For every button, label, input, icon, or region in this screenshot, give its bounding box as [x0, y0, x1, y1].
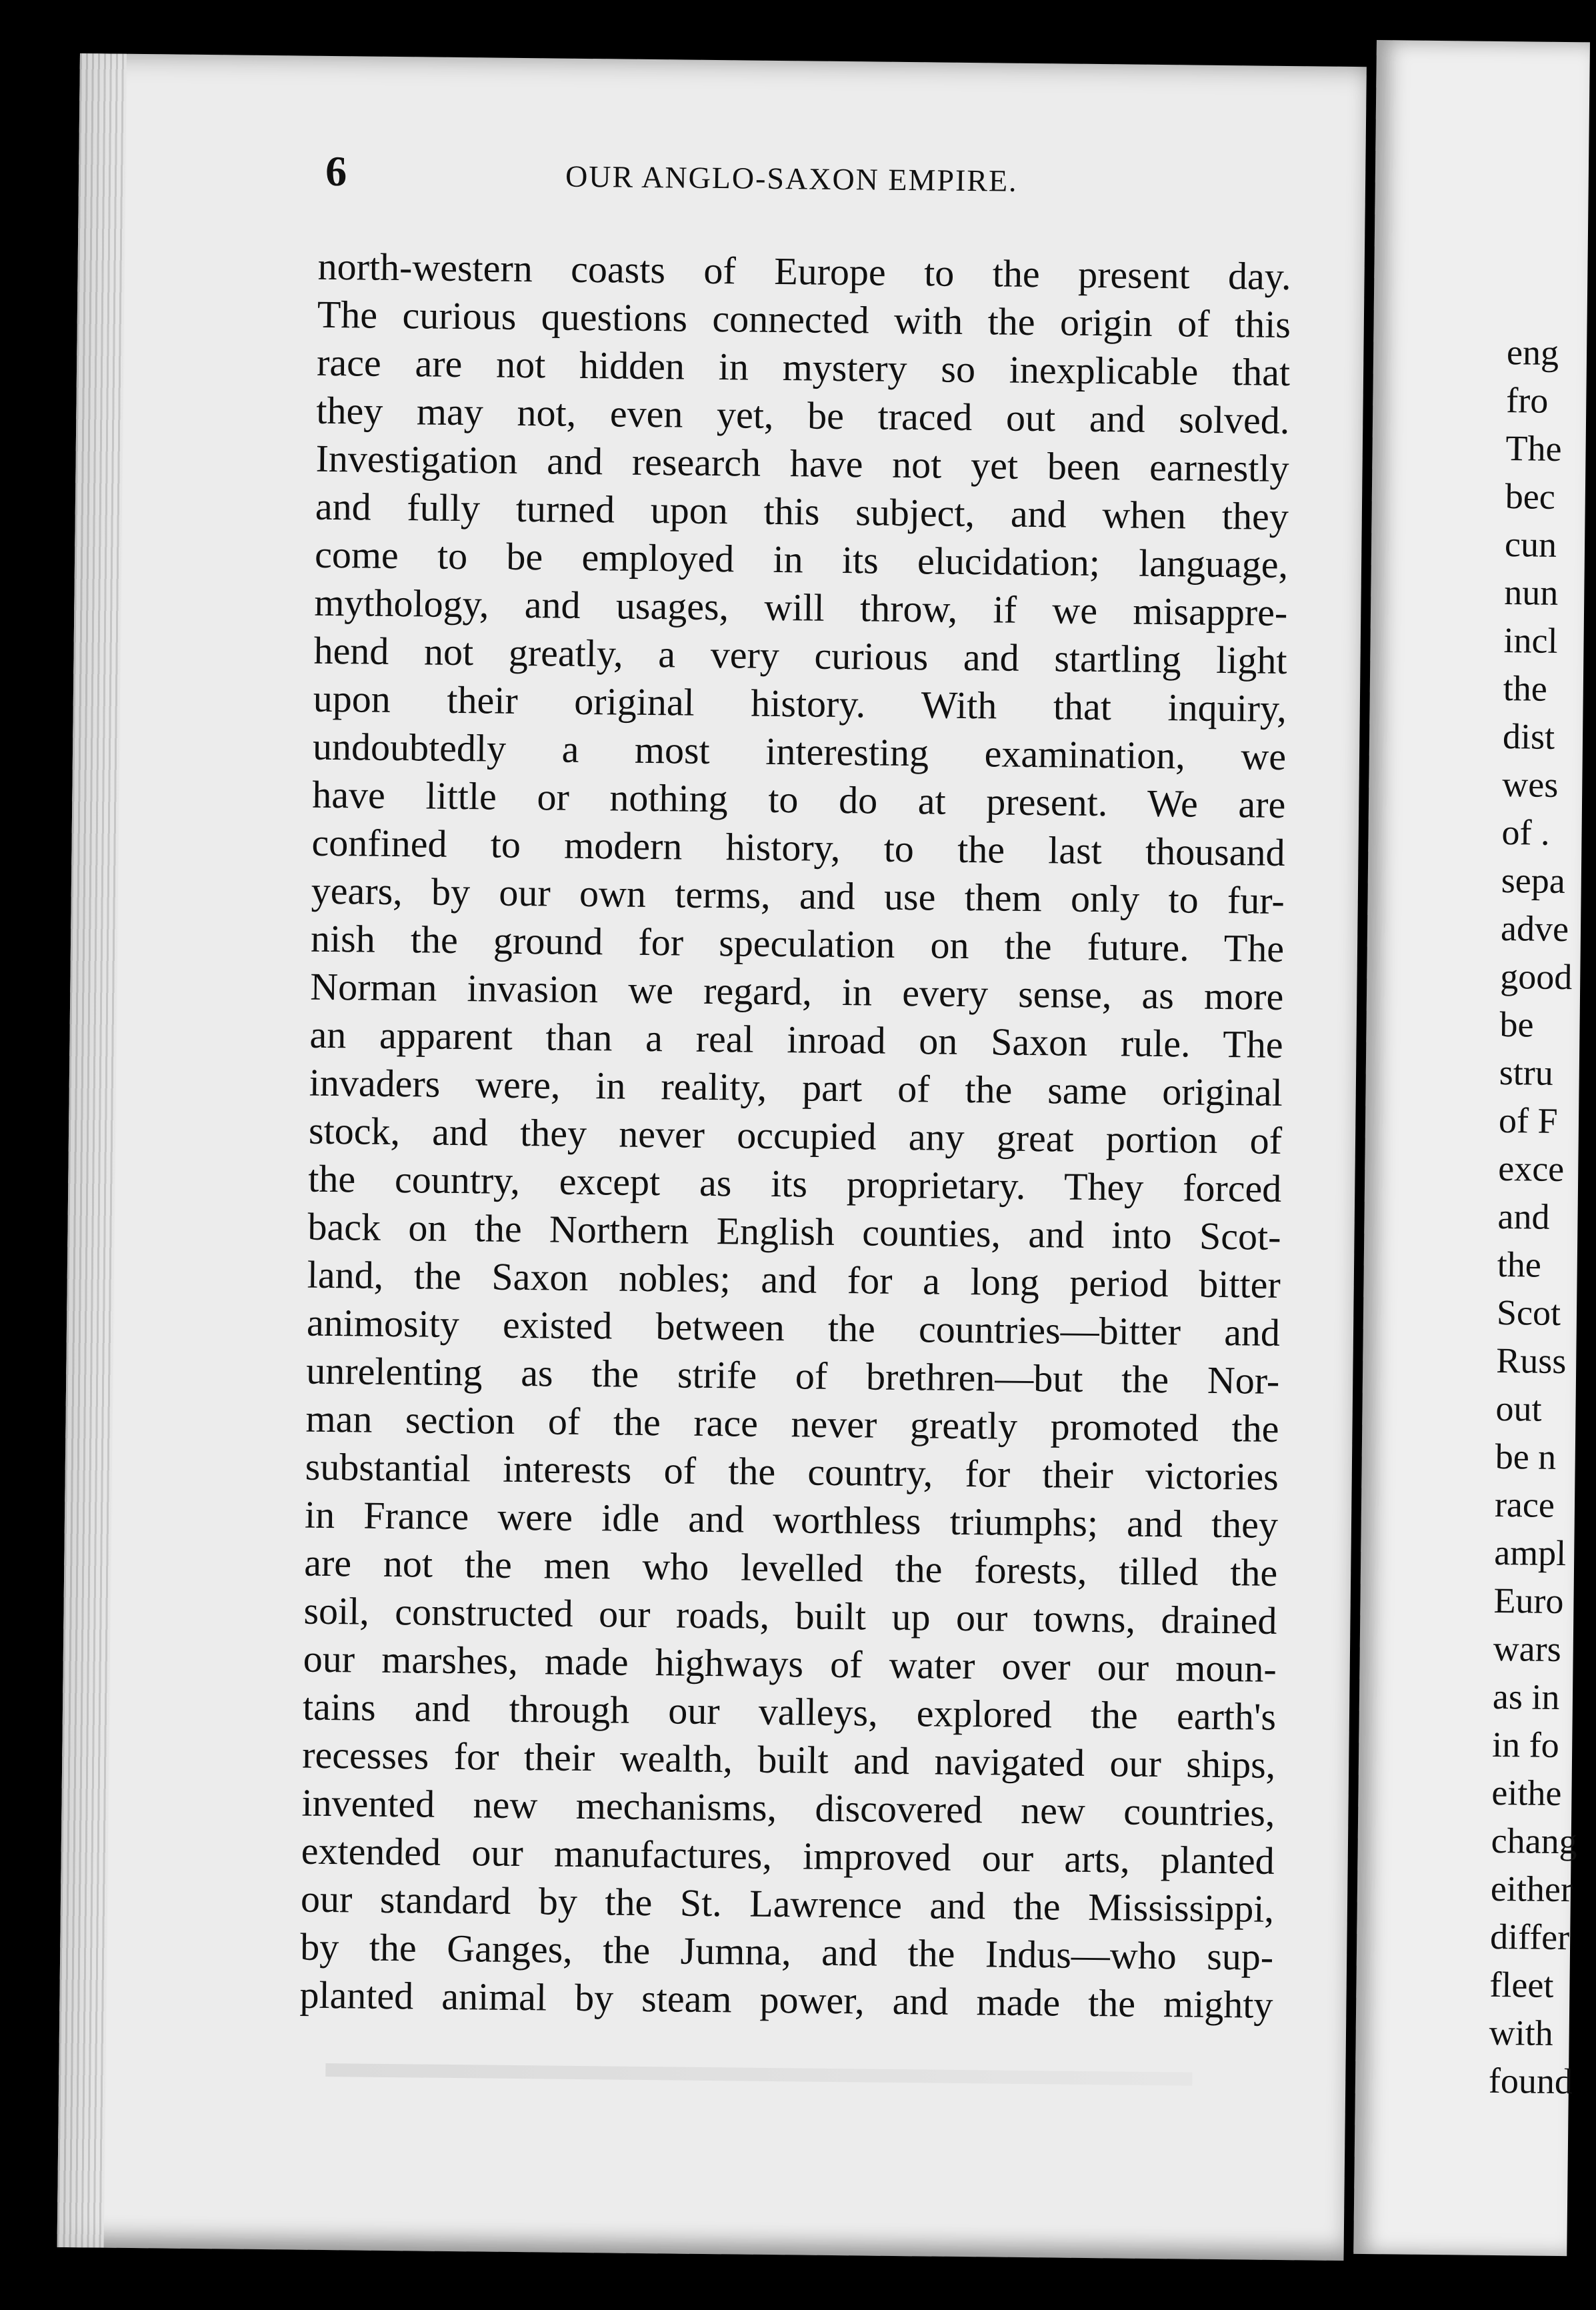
right-page-line-fragment: the	[1503, 668, 1548, 709]
text-line: planted animal by steam power, and made the mighty	[299, 1973, 1273, 2027]
right-page-line-fragment: eithe	[1491, 1772, 1562, 1814]
text-line: years, by our own terms, and use them only to fur-	[311, 868, 1285, 922]
text-line: race are not hidden in mystery so inexplicable that	[316, 340, 1291, 395]
right-page-line-fragment: nun	[1504, 572, 1559, 613]
text-line: recesses for their wealth, built and navigated our ships,	[301, 1732, 1276, 1787]
text-line: extended our manufactures, improved our arts, planted	[301, 1829, 1275, 1883]
text-line: the country, except as its proprietary. They forced	[308, 1156, 1282, 1210]
right-page-line-fragment: in fo	[1491, 1724, 1560, 1766]
right-page-line-fragment: wars	[1493, 1628, 1562, 1670]
right-page-line-fragment: Euro	[1493, 1580, 1564, 1622]
text-line: animosity existed between the countries—bitter and	[306, 1300, 1281, 1354]
text-line: they may not, even yet, be traced out and solved.	[316, 388, 1290, 443]
right-page-line-fragment: Russ	[1495, 1340, 1567, 1382]
right-page-line-fragment: fro	[1506, 380, 1549, 421]
text-line: north-western coasts of Europe to the present day.	[317, 244, 1291, 299]
running-title: OUR ANGLO-SAXON EMPIRE.	[565, 159, 1018, 198]
text-line: an apparent than a real inroad on Saxon rule. The	[309, 1012, 1283, 1066]
page-edge	[57, 53, 127, 2248]
right-page-line-fragment: incl	[1503, 620, 1558, 661]
right-page-line-fragment: of .	[1501, 812, 1550, 853]
right-page-line-fragment: found	[1488, 2060, 1573, 2102]
right-page-line-fragment: be n	[1495, 1436, 1557, 1477]
text-line: mythology, and usages, will throw, if we misappre-	[314, 580, 1288, 635]
right-page	[1353, 40, 1590, 2256]
right-page-line-fragment: exce	[1497, 1148, 1565, 1190]
page-number: 6	[325, 147, 347, 195]
left-page	[57, 53, 1367, 2261]
text-line: stock, and they never occupied any great portion of	[308, 1108, 1283, 1162]
right-page-line-fragment: either	[1490, 1868, 1573, 1910]
text-line: hend not greatly, a very curious and startling light	[313, 628, 1287, 683]
text-line: Norman invasion we regard, in every sense, as more	[310, 964, 1284, 1018]
right-page-line-fragment: be	[1499, 1004, 1534, 1045]
text-line: invented new mechanisms, discovered new countries,	[301, 1781, 1275, 1835]
running-head	[325, 147, 1325, 198]
text-line: undoubtedly a most interesting examination, we	[312, 724, 1287, 779]
text-line: invaders were, in reality, part of the same original	[309, 1060, 1283, 1114]
right-page-line-fragment: bec	[1505, 476, 1556, 517]
right-page-line-fragment: differ	[1489, 1916, 1570, 1958]
right-page-line-fragment: and	[1497, 1196, 1550, 1237]
right-page-line-fragment: The	[1505, 428, 1562, 469]
right-page-line-fragment: race	[1494, 1484, 1555, 1525]
bleed-through-line	[325, 2063, 1192, 2086]
text-line: substantial interests of the country, for their victories	[305, 1444, 1279, 1498]
right-page-line-fragment: with	[1489, 2012, 1554, 2053]
text-line: The curious questions connected with the origin of this	[317, 292, 1291, 347]
text-line: are not the men who levelled the forests, tilled the	[303, 1540, 1278, 1594]
text-line: unrelenting as the strife of brethren—but the Nor-	[305, 1348, 1280, 1402]
text-line: nish the ground for speculation on the future. The	[310, 916, 1285, 970]
text-line: our marshes, made highways of water over our moun-	[303, 1636, 1277, 1690]
text-line: come to be employed in its elucidation; language,	[314, 532, 1289, 587]
right-page-line-fragment: the	[1497, 1244, 1542, 1285]
right-page-line-fragment: wes	[1502, 764, 1559, 805]
text-line: confined to modern history, to the last thousand	[311, 820, 1285, 874]
right-page-text	[1489, 328, 1593, 2105]
right-page-line-fragment: cun	[1504, 524, 1557, 565]
right-page-line-fragment: sepa	[1501, 860, 1566, 902]
text-line: by the Ganges, the Jumna, and the Indus—who sup-	[299, 1925, 1274, 1979]
right-page-line-fragment: of F	[1498, 1100, 1558, 1141]
right-page-line-fragment: ampl	[1493, 1532, 1567, 1574]
text-line: have little or nothing to do at present. We are	[312, 772, 1286, 826]
text-line: man section of the race never greatly promoted the	[305, 1396, 1279, 1450]
right-page-line-fragment: dist	[1502, 716, 1555, 757]
right-page-line-fragment: eng	[1506, 332, 1559, 373]
text-line: tains and through our valleys, explored the earth's	[302, 1684, 1277, 1739]
right-page-line-fragment: fleet	[1489, 1964, 1554, 2005]
body-text	[299, 243, 1291, 2029]
text-line: land, the Saxon nobles; and for a long period bitter	[307, 1252, 1281, 1306]
text-line: soil, constructed our roads, built up our towns, drained	[303, 1588, 1277, 1642]
text-line: our standard by the St. Lawrence and the Mississippi,	[300, 1877, 1275, 1931]
text-line: in France were idle and worthless triumphs; and they	[304, 1492, 1279, 1546]
text-line: Investigation and research have not yet been earnestly	[315, 436, 1289, 491]
right-page-line-fragment: chang	[1491, 1820, 1577, 1862]
text-line: back on the Northern English counties, and into Scot-	[307, 1204, 1281, 1258]
right-page-line-fragment: good	[1499, 956, 1573, 998]
right-page-line-fragment: as in	[1492, 1676, 1560, 1718]
right-page-line-fragment: adve	[1500, 908, 1569, 950]
text-line: upon their original history. With that inquiry,	[313, 676, 1287, 731]
right-page-line-fragment: stru	[1499, 1052, 1554, 1093]
right-page-line-fragment: out	[1495, 1388, 1542, 1429]
right-page-line-fragment: Scot	[1496, 1292, 1561, 1333]
text-line: and fully turned upon this subject, and when they	[315, 484, 1289, 539]
